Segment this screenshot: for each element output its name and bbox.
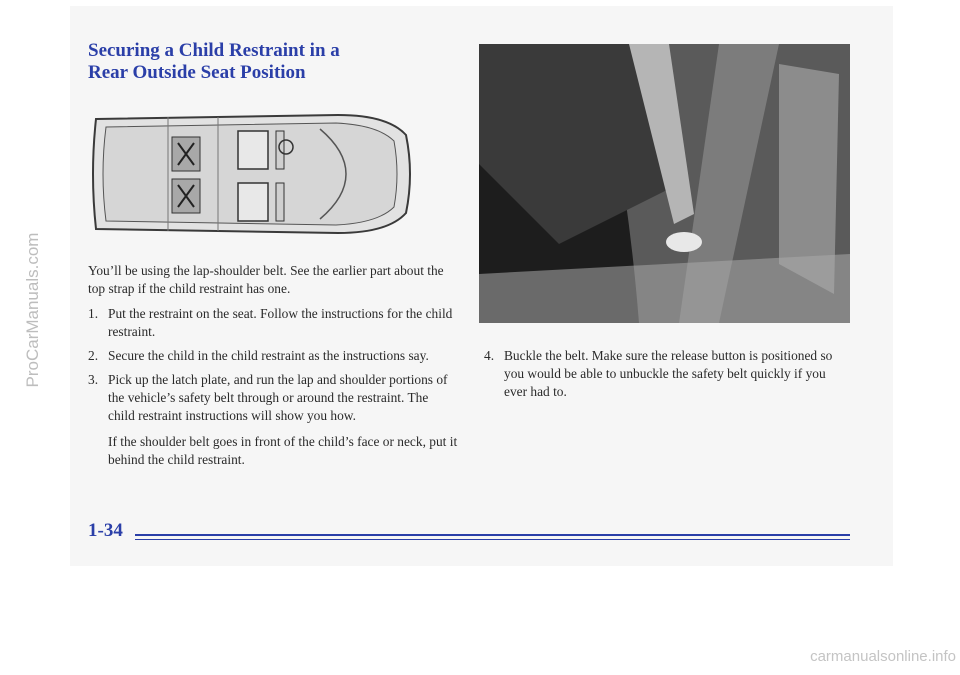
footer-rule [135, 534, 850, 536]
belt-buckle-photo [479, 44, 850, 323]
step-text: Put the restraint on the seat. Follow the instructions for the child restraint. [108, 306, 453, 339]
step-text: Secure the child in the child restraint as the instructions say. [108, 348, 429, 363]
steps-list-right [484, 347, 844, 407]
section-title-line2: Rear Outside Seat Position [88, 62, 306, 83]
step-number: 2. [88, 348, 99, 363]
steps-list-left [88, 305, 458, 475]
step-number: 3. [88, 372, 99, 387]
car-seat-diagram [88, 105, 414, 243]
step-item [484, 347, 844, 401]
step-number: 4. [484, 348, 495, 363]
footer-rule-thin [135, 539, 850, 540]
side-watermark: ProCarManuals.com [23, 232, 42, 388]
step-item [88, 371, 458, 469]
bottom-watermark: carmanualsonline.info [810, 648, 956, 665]
step-note: If the shoulder belt goes in front of the child’s face or neck, put it behind the child restraint. [108, 434, 458, 467]
step-text: Buckle the belt. Make sure the release button is positioned so you would be able to unbuckle the safety belt quickly if you ever had to. [504, 348, 833, 399]
intro-paragraph: You’ll be using the lap-shoulder belt. See the earlier part about the top strap if the child restraint has one. [88, 263, 444, 296]
section-title [88, 40, 418, 84]
step-item [88, 347, 458, 365]
page-number: 1-34 [88, 520, 123, 541]
step-item [88, 305, 458, 341]
step-text: Pick up the latch plate, and run the lap and shoulder portions of the vehicle’s safety belt through or around the restraint. The child restraint instructions will show you how. [108, 372, 448, 423]
section-title-line1: Securing a Child Restraint in a [88, 40, 340, 61]
step-number: 1. [88, 306, 99, 321]
